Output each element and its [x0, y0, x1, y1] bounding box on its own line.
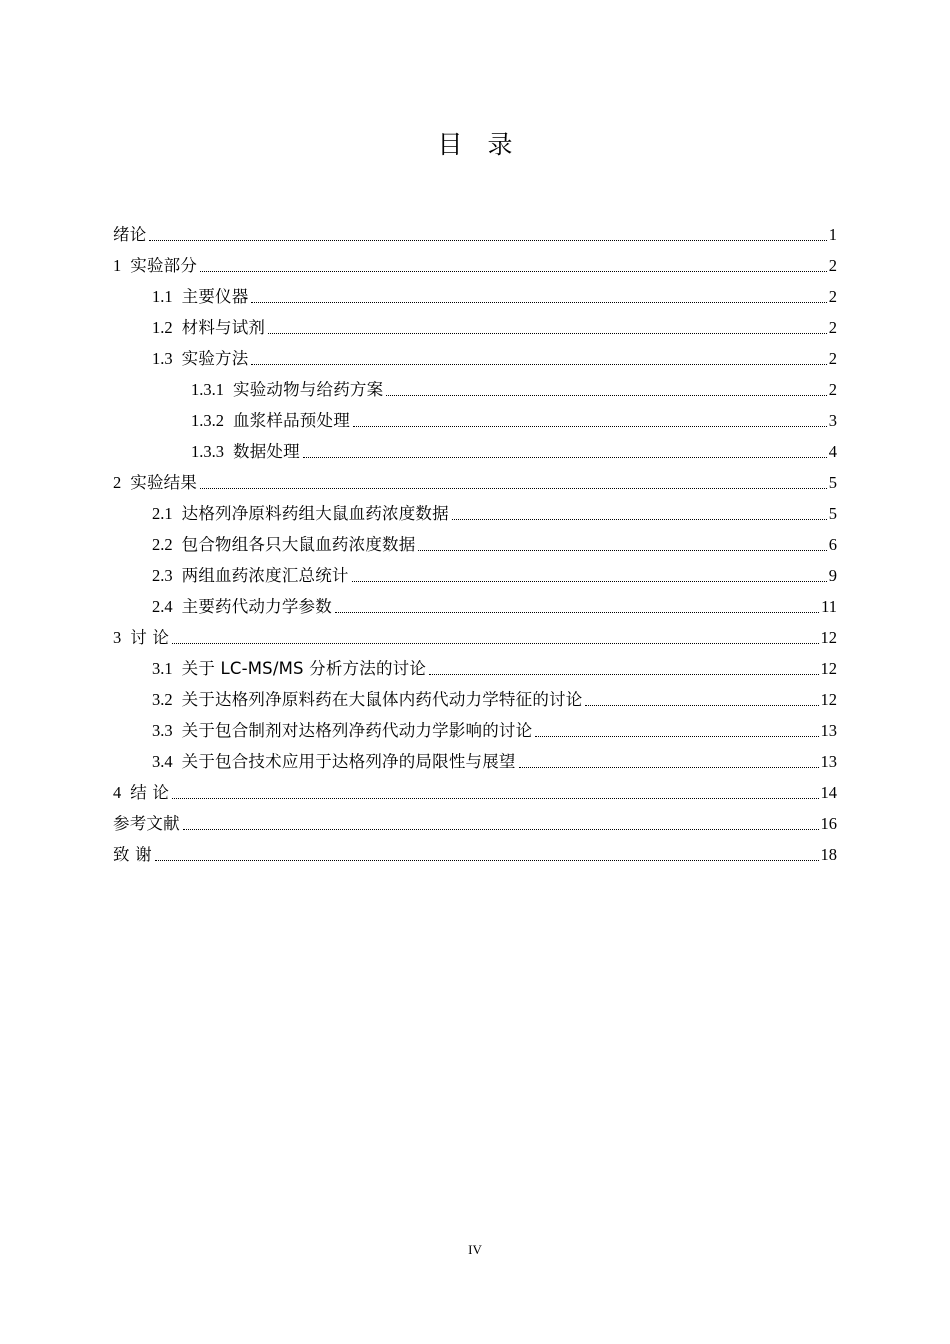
toc-entry-title: 致 谢 — [113, 845, 152, 864]
toc-entry[interactable] — [113, 622, 837, 653]
toc-entry[interactable] — [113, 684, 837, 715]
page-number-footer: IV — [468, 1242, 482, 1257]
toc-entry-number: 3.3 — [152, 721, 173, 740]
toc-entry-title: 主要药代动力学参数 — [181, 597, 332, 616]
toc-entry-page-number: 18 — [820, 845, 837, 864]
toc-entry-page-number: 13 — [820, 721, 837, 740]
toc-entry-page-number: 11 — [821, 597, 837, 616]
toc-entry[interactable] — [113, 529, 837, 560]
dot-leader — [251, 302, 826, 303]
toc-entry-number: 2.2 — [152, 535, 173, 554]
toc-entry-page-number: 2 — [828, 256, 837, 275]
toc-entry-title: 参考文献 — [113, 814, 180, 833]
dot-leader — [268, 333, 827, 334]
dot-leader — [585, 705, 818, 706]
toc-entry[interactable] — [113, 343, 837, 374]
toc-entry[interactable] — [113, 312, 837, 343]
toc-entry-title: 实验动物与给药方案 — [233, 380, 384, 399]
toc-entry[interactable] — [113, 374, 837, 405]
toc-entry-title: 关于达格列净原料药在大鼠体内药代动力学特征的讨论 — [181, 690, 583, 709]
toc-entry-title: 讨 论 — [130, 628, 170, 647]
dot-leader — [251, 364, 826, 365]
dot-leader — [429, 674, 818, 675]
toc-entry-number: 2.4 — [152, 597, 173, 616]
toc-entry-title: 数据处理 — [233, 442, 300, 461]
dot-leader — [200, 488, 827, 489]
dot-leader — [452, 519, 827, 520]
toc-entry-number: 2.3 — [152, 566, 173, 585]
toc-entry-page-number: 3 — [828, 411, 837, 430]
toc-entry-page-number: 4 — [828, 442, 837, 461]
toc-entry[interactable] — [113, 839, 837, 870]
table-of-contents — [113, 219, 837, 870]
toc-entry[interactable] — [113, 591, 837, 622]
toc-entry[interactable] — [113, 281, 837, 312]
dot-leader — [183, 829, 819, 830]
toc-entry-number: 1.3.3 — [191, 442, 224, 461]
toc-entry-number: 3 — [113, 628, 122, 647]
toc-entry-page-number: 5 — [828, 504, 837, 523]
toc-entry[interactable] — [113, 653, 837, 684]
toc-entry[interactable] — [113, 746, 837, 777]
toc-entry-page-number: 14 — [820, 783, 837, 802]
toc-entry[interactable] — [113, 777, 837, 808]
dot-leader — [418, 550, 826, 551]
dot-leader — [200, 271, 827, 272]
toc-entry-title: 包合物组各只大鼠血药浓度数据 — [181, 535, 416, 554]
toc-entry[interactable] — [113, 219, 837, 250]
toc-entry-page-number: 2 — [828, 380, 837, 399]
toc-entry-page-number: 12 — [820, 659, 837, 678]
toc-entry[interactable] — [113, 560, 837, 591]
toc-entry-page-number: 12 — [820, 628, 837, 647]
toc-entry-number: 3.1 — [152, 659, 173, 678]
toc-entry-title: 关于包合技术应用于达格列净的局限性与展望 — [181, 752, 516, 771]
dot-leader — [352, 581, 827, 582]
dot-leader — [386, 395, 826, 396]
toc-entry-number: 2 — [113, 473, 122, 492]
toc-entry-title: 绪论 — [113, 225, 147, 244]
toc-entry-title: 关于 LC-MS/MS 分析方法的讨论 — [181, 659, 427, 678]
toc-entry-title: 主要仪器 — [181, 287, 249, 306]
toc-entry[interactable] — [113, 715, 837, 746]
toc-entry-page-number: 12 — [820, 690, 837, 709]
toc-entry-page-number: 2 — [828, 318, 837, 337]
toc-entry-number: 1.3.2 — [191, 411, 224, 430]
toc-entry-title: 材料与试剂 — [181, 318, 266, 337]
toc-entry-number: 3.2 — [152, 690, 173, 709]
dot-leader — [335, 612, 819, 613]
toc-entry-number: 1.1 — [152, 287, 173, 306]
toc-entry-page-number: 2 — [828, 349, 837, 368]
dot-leader — [519, 767, 819, 768]
toc-entry-number: 4 — [113, 783, 122, 802]
dot-leader — [535, 736, 818, 737]
toc-entry-title: 两组血药浓度汇总统计 — [181, 566, 349, 585]
toc-entry-number: 1 — [113, 256, 122, 275]
dot-leader — [172, 643, 818, 644]
toc-entry-number: 3.4 — [152, 752, 173, 771]
toc-entry[interactable] — [113, 405, 837, 436]
dot-leader — [149, 240, 826, 241]
toc-entry-page-number: 5 — [828, 473, 837, 492]
toc-entry-title: 达格列净原料药组大鼠血药浓度数据 — [181, 504, 449, 523]
toc-entry-page-number: 1 — [828, 225, 837, 244]
toc-entry[interactable] — [113, 808, 837, 839]
toc-entry-number: 1.3.1 — [191, 380, 224, 399]
toc-entry-title: 结 论 — [130, 783, 170, 802]
toc-entry-page-number: 13 — [820, 752, 837, 771]
toc-entry-number: 1.3 — [152, 349, 173, 368]
toc-entry-page-number: 2 — [828, 287, 837, 306]
toc-entry-title: 关于包合制剂对达格列净药代动力学影响的讨论 — [181, 721, 533, 740]
toc-entry-page-number: 9 — [828, 566, 837, 585]
dot-leader — [353, 426, 827, 427]
toc-entry-page-number: 16 — [820, 814, 837, 833]
toc-entry-title: 实验部分 — [130, 256, 198, 275]
dot-leader — [155, 860, 819, 861]
toc-entry-title: 实验结果 — [130, 473, 198, 492]
toc-entry-title: 血浆样品预处理 — [233, 411, 350, 430]
page-title: 目 录 — [437, 130, 513, 159]
toc-entry-number: 2.1 — [152, 504, 173, 523]
toc-entry[interactable] — [113, 250, 837, 281]
toc-entry-number: 1.2 — [152, 318, 173, 337]
toc-entry-title: 实验方法 — [181, 349, 249, 368]
toc-entry-page-number: 6 — [828, 535, 837, 554]
toc-entry[interactable] — [113, 498, 837, 529]
dot-leader — [303, 457, 827, 458]
toc-entry[interactable] — [113, 467, 837, 498]
dot-leader — [172, 798, 818, 799]
toc-entry[interactable] — [113, 436, 837, 467]
